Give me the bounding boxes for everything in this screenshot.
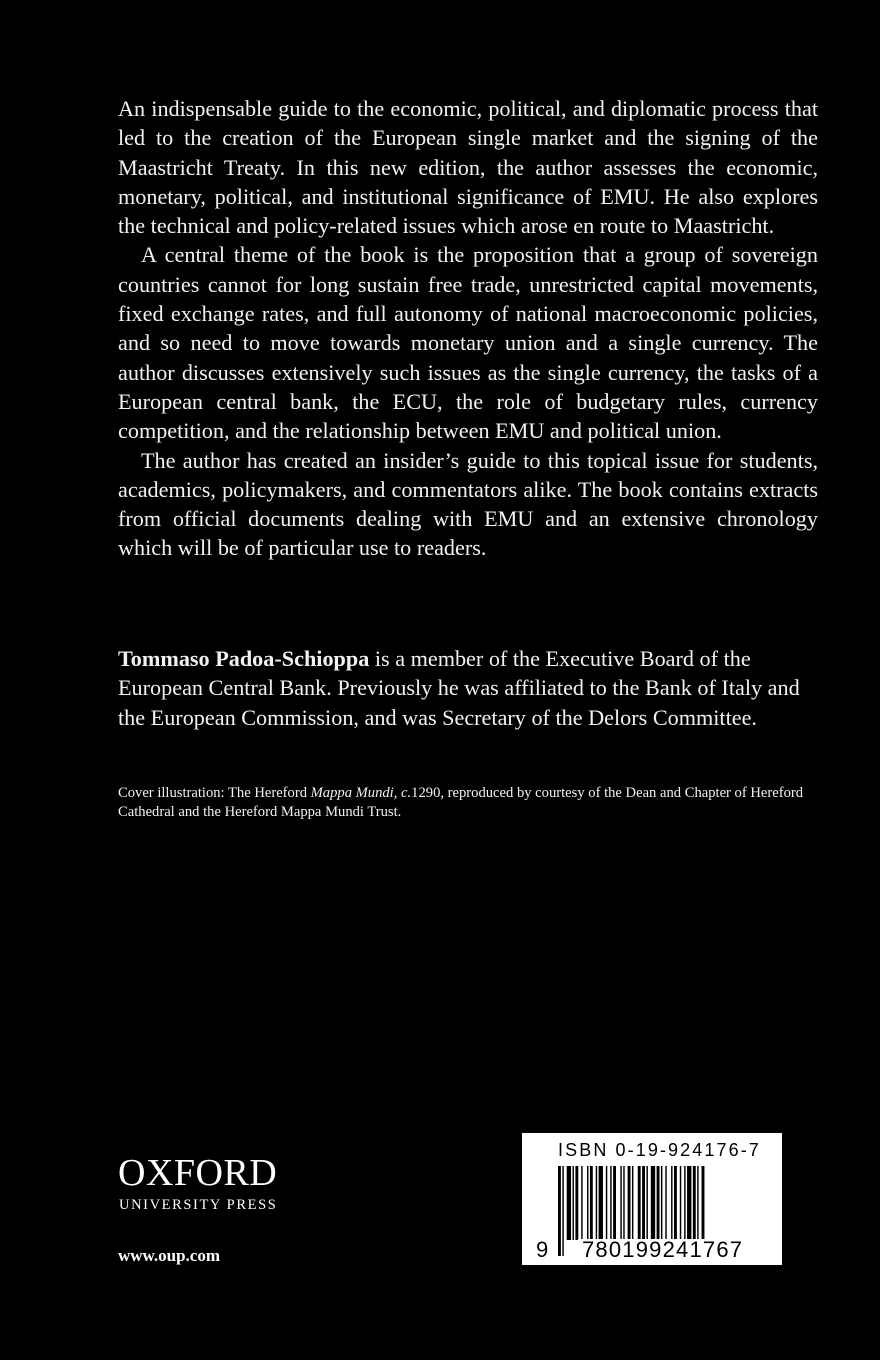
barcode-bar — [610, 1166, 611, 1240]
barcode-bar — [623, 1166, 624, 1240]
barcode-bar — [693, 1166, 696, 1240]
barcode-bar — [613, 1166, 616, 1240]
cover-credit — [118, 784, 808, 822]
barcode-bar — [687, 1166, 691, 1240]
blurb-paragraph-1: An indispensable guide to the economic, political, and diplomatic process that led to the creation of the European single market and the signing of the Maastricht Treaty. In this new edition, the author assesses the economic, monetary, political, and institutional significance of EMU. He also explores the technical and policy-related issues which arose en route to Maastricht. — [118, 96, 818, 239]
barcode-bar — [638, 1166, 641, 1240]
publisher-subtitle: UNIVERSITY PRESS — [119, 1197, 278, 1213]
barcode-bar — [697, 1166, 698, 1240]
barcode-bar — [599, 1166, 603, 1240]
blurb-paragraph-3: The author has created an insider’s guide to this topical issue for students, academics, policymakers, and commentators alike. The book contains extracts from official documents dealing with EMU and an extensive chronology which will be of particular use to readers. — [118, 447, 818, 561]
barcode-bar — [575, 1166, 578, 1240]
barcode-label — [522, 1133, 782, 1265]
isbn-number: ISBN 0-19-924176-7 — [558, 1140, 761, 1160]
barcode-bar — [567, 1166, 571, 1240]
credit-suffix: 1290, reproduced by courtesy of the Dean and Chapter of Hereford Cathedral and the Hereford Mappa Mundi Trust. — [118, 785, 804, 820]
publisher-logo: OXFORD — [118, 1152, 278, 1194]
barcode-bar — [587, 1166, 588, 1240]
author-bio-paragraph — [118, 644, 818, 732]
barcode-bar — [628, 1166, 631, 1240]
barcode-bar — [581, 1166, 582, 1240]
barcode-bar — [661, 1166, 662, 1240]
author-bio — [118, 644, 818, 732]
barcode-bar — [642, 1166, 645, 1240]
credit-prefix: Cover illustration: The Hereford — [118, 785, 311, 801]
blurb-paragraph-2: A central theme of the book is the proposition that a group of sovereign countries cannot for long sustain free trade, unrestricted capital movements, fixed exchange rates, and full autonomy of national macroeconomic policies, and so need to move towards monetary union and a single currency. The author discusses extensively such issues as the single currency, the tasks of a European central bank, the ECU, the role of budgetary rules, currency competition, and the relationship between EMU and political union. — [118, 242, 818, 444]
barcode-bar — [596, 1166, 597, 1240]
author-bio-text: is a member of the Executive Board of the European Central Bank. Previously he was affiliated to the Bank of Italy and the European Commission, and was Secretary of the Delors Committee. — [118, 646, 800, 730]
ean-digits: 780199241767 — [578, 1239, 776, 1261]
barcode-bar — [620, 1166, 621, 1240]
barcode-bar — [558, 1166, 561, 1256]
barcode-bar — [632, 1166, 633, 1240]
publisher-website[interactable]: www.oup.com — [118, 1246, 221, 1265]
barcode-bar — [562, 1166, 563, 1256]
barcode-bar — [665, 1166, 666, 1240]
description-blurb — [118, 94, 818, 563]
barcode-bar — [680, 1166, 681, 1240]
barcode-bar — [651, 1166, 655, 1240]
barcode-bar — [657, 1166, 660, 1240]
barcode-bar — [674, 1166, 677, 1240]
barcode-bar — [646, 1166, 647, 1240]
barcode-bar — [684, 1166, 685, 1240]
author-name: Tommaso Padoa-Schioppa — [118, 646, 370, 671]
credit-title: Mappa Mundi, c. — [310, 785, 412, 801]
ean-first-digit: 9 — [536, 1237, 549, 1262]
barcode-bar — [590, 1166, 593, 1240]
barcode-bar — [606, 1166, 607, 1240]
barcode-bar — [573, 1166, 574, 1240]
barcode-bar — [671, 1166, 672, 1240]
